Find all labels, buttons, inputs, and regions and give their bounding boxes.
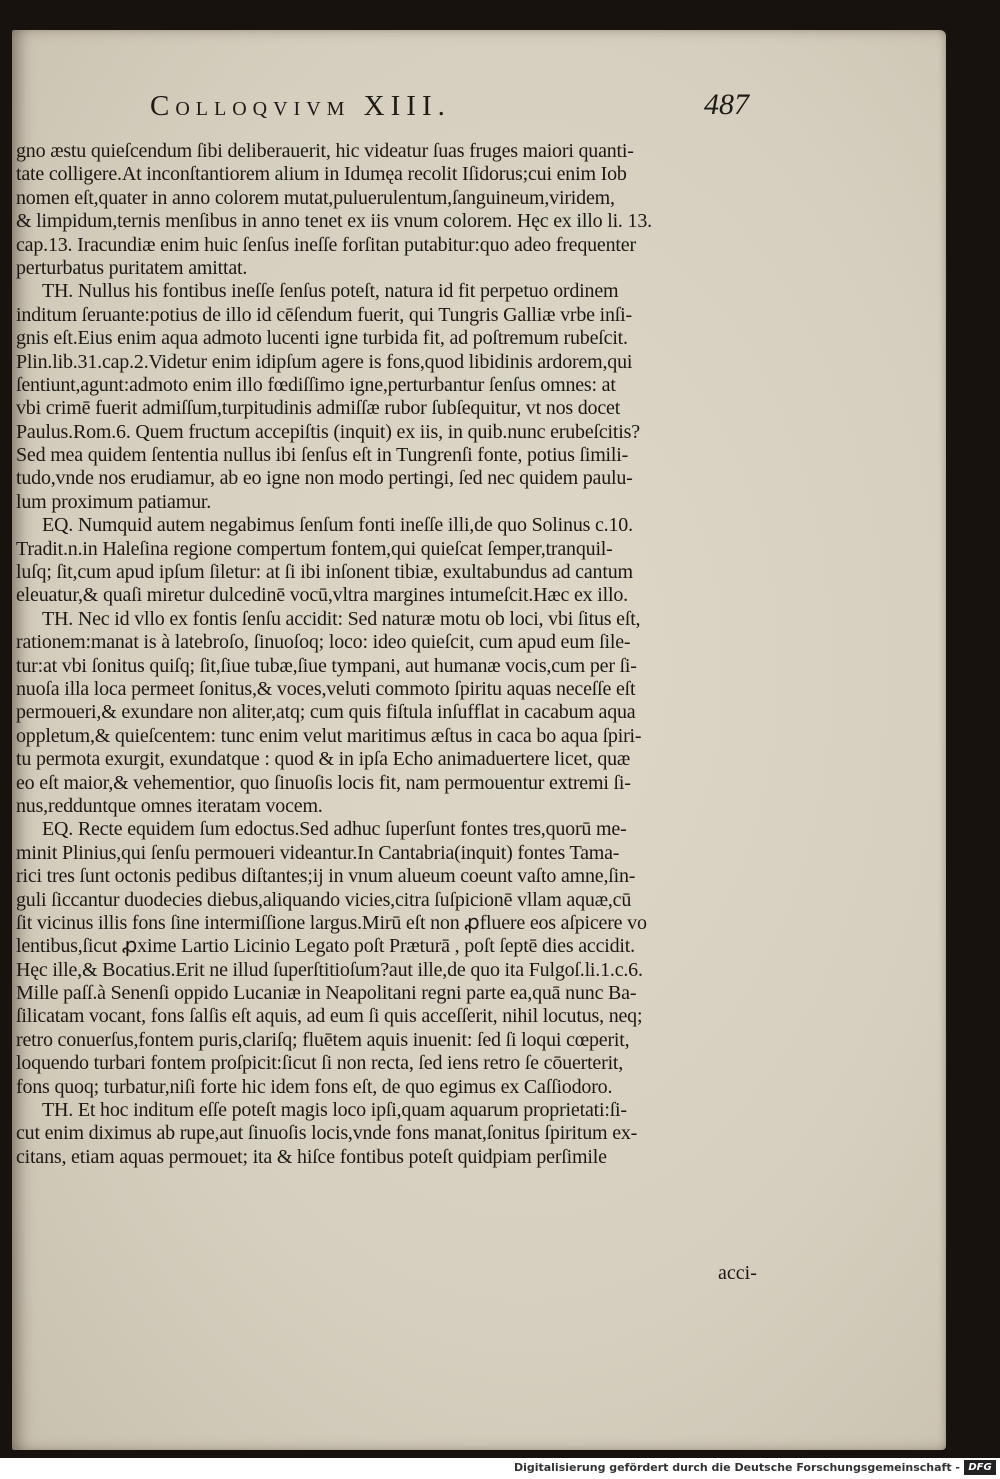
dfg-logo: DFG	[964, 1460, 996, 1475]
text-line: permoueri,& exundare non aliter,atq; cum quis fiſtula inſufflat in cacabum aqua	[16, 701, 636, 724]
text-line: & limpidum,ternis menſibus in anno tenet ex iis vnum colorem. Hęc ex illo li. 13.	[16, 210, 652, 233]
text-line: Sed mea quidem ſententia nullus ibi ſenſus eſt in Tungrenſi fonte, potius ſimili-	[16, 444, 629, 467]
text-line: EQ. Numquid autem negabimus ſenſum fonti ineſſe illi,de quo Solinus c.10.	[42, 514, 633, 537]
text-line: vbi crimē fuerit admiſſum,turpitudinis admiſſæ rubor ſubſequitur, vt nos docet	[16, 397, 621, 420]
text-line: tate colligere.At inconſtantiorem alium in Idumęa recolit Iſidorus;cui enim Iob	[16, 163, 627, 186]
digitization-footer	[0, 1458, 1000, 1479]
catchword: acci-	[718, 1262, 757, 1284]
text-line: guli ſiccantur duodecies diebus,aliquando vicies,citra ſuſpicionē vllam aquæ,cū	[16, 888, 632, 911]
body-text	[16, 140, 796, 1169]
text-line: rici tres ſunt octonis pedibus diſtantes;ij in vnum alueum coeunt vaſto amne,ſin-	[16, 865, 636, 888]
text-line: lentibus,ſicut ꝓxime Lartio Licinio Legato poſt Præturā , poſt ſeptē dies accidit.	[16, 935, 635, 958]
text-line: luſq; ſit,cum apud ipſum ſiletur: at ſi ibi inſonent tibiæ, exultabundus ad cantum	[16, 561, 633, 584]
text-line: Hęc ille,& Bocatius.Erit ne illud ſuperſtitioſum?aut ille,de quo ita Fulgoſ.li.1.c.6.	[16, 958, 643, 981]
text-line: TH. Nullus his fontibus ineſſe ſenſus poteſt, natura id fit perpetuo ordinem	[42, 280, 619, 303]
text-line: EQ. Recte equidem ſum edoctus.Sed adhuc ſuperſunt fontes tres,quorū me-	[42, 818, 627, 841]
text-line: Paulus.Rom.6. Quem fructum accepiſtis (inquit) ex iis, in quib.nunc erubeſcitis?	[16, 420, 640, 443]
running-head-title: Colloqvivm XIII.	[150, 90, 451, 122]
text-line: ſit vicinus illis fons ſine intermiſſione largus.Mirū eſt non ꝓfluere eos aſpicere vo	[16, 911, 647, 934]
text-line: eo eſt maior,& vehementior, quo ſinuoſis locis fit, nam permouentur extremi ſi-	[16, 771, 631, 794]
text-line: cut enim diximus ab rupe,aut ſinuoſis locis,vnde fons manat,ſonitus ſpiritum ex-	[16, 1122, 638, 1145]
text-line: tur:at vbi ſonitus quiſq; ſit,ſiue tubæ,ſiue tympani, aut humanæ vocis,cum per ſi-	[16, 654, 637, 677]
text-line: gno æstu quieſcendum ſibi deliberauerit, hic videatur ſuas fruges maiori quanti-	[16, 140, 634, 162]
text-line: nuoſa illa loca permeet ſonitus,& voces,veluti commoto ſpiritu aquas neceſſe eſt	[16, 677, 636, 700]
text-line: oppletum,& quieſcentem: tunc enim velut maritimus æſtus in caca bo aqua ſpiri-	[16, 724, 642, 747]
page-number: 487	[704, 88, 749, 121]
text-line: minit Plinius,qui ſenſu permoueri videantur.In Cantabria(inquit) fontes Tama-	[16, 841, 620, 864]
text-line: gnis eſt.Eius enim aqua admoto lucenti igne turbida fit, ad poſtremum rubeſcit.	[16, 327, 628, 350]
text-line: ſilicatam vocant, fons ſalſis eſt aquis, ad eum ſi quis acceſſerit, nihil locutus, neq;	[16, 1005, 643, 1028]
text-line: Plin.lib.31.cap.2.Videtur enim idipſum agere is fons,quod libidinis ardorem,qui	[16, 350, 633, 373]
funding-notice: Digitalisierung gefördert durch die Deutsche Forschungsgemeinschaft -	[513, 1461, 960, 1474]
text-line: citans, etiam aquas permouet; ita & hiſce fontibus poteſt quidpiam perſimile	[16, 1145, 607, 1168]
text-line: nus,redduntque omnes iteratam vocem.	[16, 794, 323, 817]
text-line: TH. Et hoc inditum eſſe poteſt magis loco ipſi,quam aquarum proprietati:ſi-	[42, 1099, 627, 1122]
text-line: tudo,vnde nos erudiamur, ab eo igne non modo pertingi, ſed nec quidem paulu-	[16, 467, 633, 490]
text-line: perturbatus puritatem amittat.	[16, 256, 248, 279]
text-line: Mille paſſ.à Senenſi oppido Lucaniæ in Neapolitani regni parte ea,quā nunc Ba-	[16, 982, 637, 1005]
text-line: rationem:manat is à latebroſo, ſinuoſoq; loco: ideo quieſcit, cum apud eum ſile-	[16, 631, 631, 654]
text-line: fons quoq; turbatur,niſi forte hic idem fons eſt, de quo egimus ex Caſſiodoro.	[16, 1075, 613, 1098]
text-line: ſentiunt,agunt:admoto enim illo fœdiſſimo igne,perturbantur ſenſus omnes: at	[16, 373, 616, 396]
text-line: TH. Nec id vllo ex fontis ſenſu accidit: Sed naturæ motu ob loci, vbi ſitus eſt,	[42, 607, 641, 630]
text-line: nomen eſt,quater in anno colorem mutat,puluerulentum,ſanguineum,viridem,	[16, 186, 615, 209]
text-line: cap.13. Iracundiæ enim huic ſenſus ineſſe forſitan putabitur:quo adeo frequenter	[16, 233, 636, 256]
text-line: loquendo turbari fontem proſpicit:ſicut ſi non recta, ſed iens retro ſe cōuerterit,	[16, 1052, 624, 1075]
text-line: tu permota exurgit, exundatque : quod & in ipſa Echo animaduertere licet, quæ	[16, 748, 631, 771]
text-line: retro conuerſus,fontem puris,clariſq; fluētem aquis inuenit: ſed ſi loqui cœperit,	[16, 1028, 630, 1051]
text-line: inditum ſeruante:potius de illo id cēſendum fuerit, qui Tungris Galliæ vrbe inſi-	[16, 303, 632, 326]
text-line: Tradit.n.in Haleſina regione compertum fontem,qui quieſcat ſemper,tranquil-	[16, 537, 613, 560]
text-line: eleuatur,& quaſi miretur dulcedinē vocū,vltra margines intumeſcit.Hæc ex illo.	[16, 584, 628, 607]
text-line: lum proximum patiamur.	[16, 490, 212, 513]
